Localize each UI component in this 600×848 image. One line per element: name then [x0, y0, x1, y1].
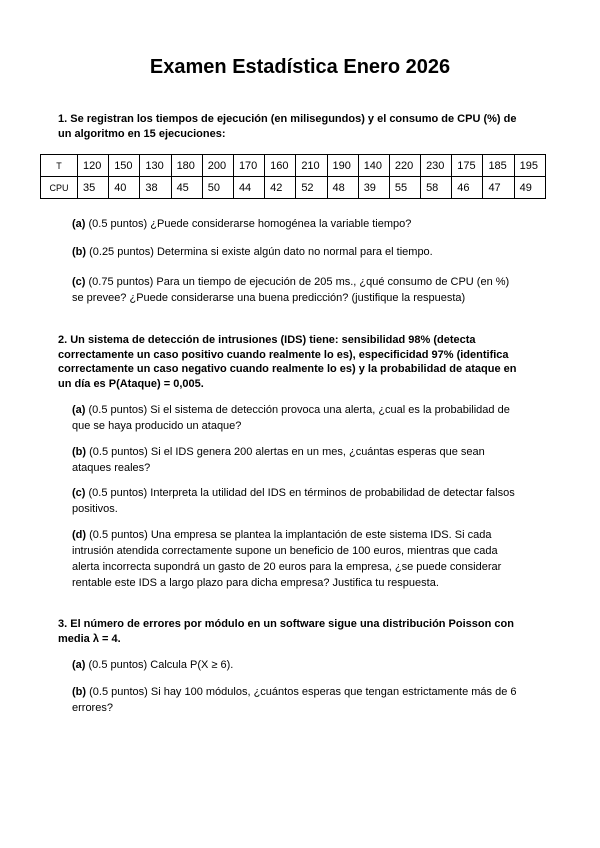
item-tag: (c): [72, 487, 86, 499]
question-2-heading: 2. Un sistema de detección de intrusiones (IDS) tiene: sensibilidad 98% (detecta correctamente un caso positivo cuando realmente lo es), especificidad 97% (identifica correctamente un caso negativo cuando realmente lo es) y la probabilidad de ataque en un día es P(Ataque) = 0,005.: [58, 334, 517, 390]
table-cell: 230: [421, 155, 452, 177]
table-cell: 195: [514, 155, 545, 177]
item-text: (0.5 puntos) Interpreta la utilidad del IDS en términos de probabilidad de detectar falsos positivos.: [72, 487, 515, 515]
table-cell: 49: [514, 177, 545, 199]
table-cell: 130: [140, 155, 171, 177]
item-tag: (a): [72, 218, 86, 230]
item-tag: (c): [72, 276, 86, 288]
table-row-cpu: [41, 177, 546, 199]
item-text: (0.5 puntos) Una empresa se plantea la implantación de este sistema IDS. Si cada intrusión atendida correctamente supone un beneficio de 100 euros, mientras que cada alerta incorrecta supondrá un gasto de 20 euros para la empresa, ¿se puede considerar rentable este IDS a largo plazo para dicha empresa? Justifica tu respuesta.: [72, 529, 502, 589]
table-cell: 44: [233, 177, 264, 199]
q3-item-a: [72, 657, 522, 673]
table-cell: 50: [202, 177, 233, 199]
q3-item-b: [72, 684, 522, 716]
item-tag: (b): [72, 686, 87, 698]
table-cell: 55: [389, 177, 420, 199]
table-cell: 52: [296, 177, 327, 199]
table-cell: 42: [265, 177, 296, 199]
item-tag: (b): [72, 246, 87, 258]
q2-item-a: [72, 402, 522, 434]
table-cell: 40: [109, 177, 140, 199]
row-label: T: [41, 155, 78, 177]
question-3-heading: 3. El número de errores por módulo en un software sigue una distribución Poisson con media λ = 4.: [58, 618, 514, 645]
item-tag: (a): [72, 404, 86, 416]
item-tag: (d): [72, 529, 87, 541]
table-cell: 150: [109, 155, 140, 177]
table-cell: 39: [358, 177, 389, 199]
item-text: (0.25 puntos) Determina si existe algún dato no normal para el tiempo.: [86, 246, 433, 258]
table-cell: 120: [78, 155, 109, 177]
table-cell: 38: [140, 177, 171, 199]
table-cell: 180: [171, 155, 202, 177]
table-cell: 58: [421, 177, 452, 199]
table-cell: 47: [483, 177, 514, 199]
question-1-heading: 1. Se registran los tiempos de ejecución (en milisegundos) y el consumo de CPU (%) de un algoritmo en 15 ejecuciones:: [58, 113, 517, 140]
table-cell: 170: [233, 155, 264, 177]
q1-item-a: [72, 216, 522, 232]
item-text: (0.5 puntos) Si el IDS genera 200 alertas en un mes, ¿cuántas esperas que sean ataques reales?: [72, 446, 485, 474]
table-cell: 175: [452, 155, 483, 177]
q2-item-b: [72, 444, 522, 476]
q2-item-c: [72, 485, 522, 517]
item-tag: (a): [72, 659, 86, 671]
table-cell: 200: [202, 155, 233, 177]
table-cell: 220: [389, 155, 420, 177]
data-table: [40, 154, 546, 199]
item-text: (0.5 puntos) ¿Puede considerarse homogénea la variable tiempo?: [85, 218, 412, 230]
row-label: CPU: [41, 177, 78, 199]
table-cell: 160: [265, 155, 296, 177]
q2-item-d: [72, 527, 522, 591]
exam-title: Examen Estadística Enero 2026: [149, 56, 451, 78]
q1-item-c: [72, 274, 522, 306]
table-cell: 210: [296, 155, 327, 177]
q1-item-b: [72, 244, 522, 260]
table-cell: 45: [171, 177, 202, 199]
item-text: (0.75 puntos) Para un tiempo de ejecución de 205 ms., ¿qué consumo de CPU (en %) se prevee? ¿Puede considerarse una buena predicción? (justifique la respuesta): [72, 276, 510, 304]
item-text: (0.5 puntos) Si hay 100 módulos, ¿cuántos esperas que tengan estrictamente más de 6 errores?: [72, 686, 517, 714]
table-cell: 46: [452, 177, 483, 199]
table-row-time: [41, 155, 546, 177]
table-cell: 48: [327, 177, 358, 199]
table-cell: 190: [327, 155, 358, 177]
table-cell: 35: [78, 177, 109, 199]
item-text: (0.5 puntos) Calcula P(X ≥ 6).: [85, 659, 234, 671]
table-cell: 185: [483, 155, 514, 177]
item-text: (0.5 puntos) Si el sistema de detección provoca una alerta, ¿cual es la probabilidad de que se haya producido un ataque?: [72, 404, 510, 432]
item-tag: (b): [72, 446, 87, 458]
table-cell: 140: [358, 155, 389, 177]
